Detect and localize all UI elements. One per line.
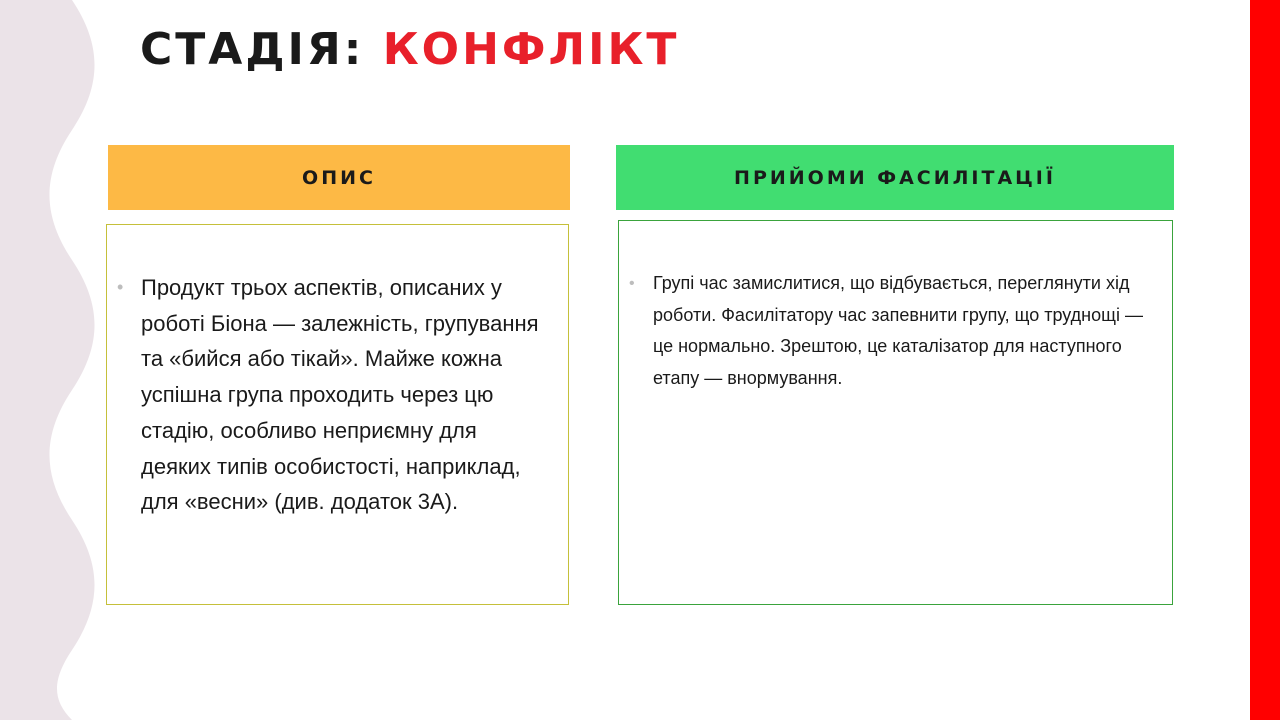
description-bullet-list xyxy=(117,270,546,520)
slide-title-accent: КОНФЛІКТ xyxy=(382,24,680,75)
slide-title-prefix: СТАДІЯ: xyxy=(140,24,383,75)
decorative-wave-strip xyxy=(0,0,110,720)
description-bullet-text: Продукт трьох аспектів, описаних у роботі Біона — залежність, групування та «бийся або тікай». Майже кожна успішна група проходить через цю стадію, особливо неприємну для деяких типів особистості, наприклад, для «весни» (див. додаток 3А). xyxy=(141,275,539,515)
right-accent-bar xyxy=(1250,0,1280,720)
slide-title xyxy=(140,22,679,78)
facilitation-bullet-text: Групі час замислитися, що відбувається, переглянути хід роботи. Фасилітатору час запевнити групу, що труднощі — це нормально. Зрештою, це каталізатор для наступного етапу — внормування. xyxy=(653,273,1143,388)
description-header-label: ОПИС xyxy=(302,166,376,189)
description-content-box xyxy=(106,224,569,605)
description-header xyxy=(108,145,570,210)
facilitation-header xyxy=(616,145,1174,210)
wave-strip-shape xyxy=(0,0,95,720)
bullet-icon: • xyxy=(117,277,124,297)
facilitation-bullet-item xyxy=(629,268,1158,394)
bullet-icon: • xyxy=(629,275,635,292)
facilitation-bullet-list xyxy=(629,268,1158,394)
description-bullet-item xyxy=(117,270,546,520)
facilitation-header-label: ПРИЙОМИ ФАСИЛІТАЦІЇ xyxy=(734,166,1056,189)
facilitation-content-box xyxy=(618,220,1173,605)
